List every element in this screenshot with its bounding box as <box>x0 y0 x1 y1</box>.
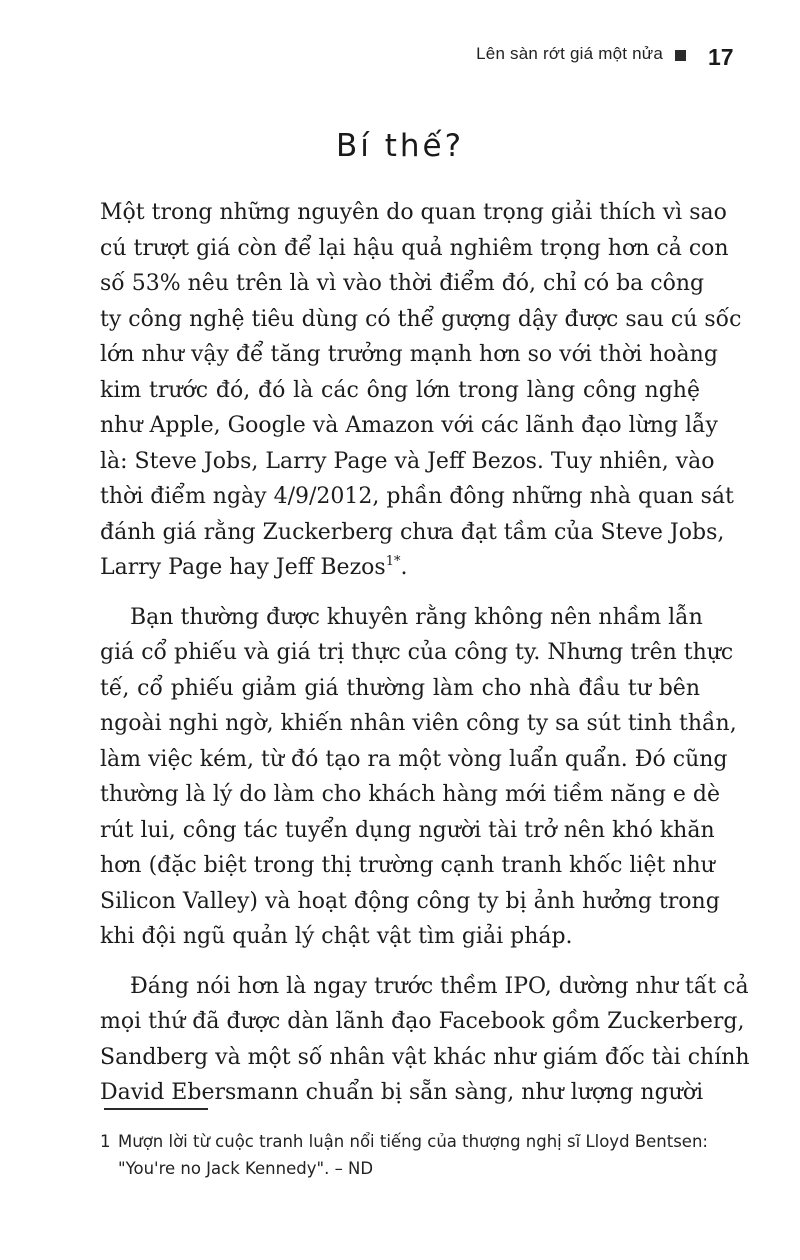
footnote-line: "You're no Jack Kennedy". – ND <box>118 1159 374 1178</box>
text-line: tế, cổ phiếu giảm giá thường làm cho nhà đầu tư bên <box>100 675 700 701</box>
text-line-content: Larry Page hay Jeff Bezos <box>100 555 386 580</box>
text-line: ngoài nghi ngờ, khiến nhân viên công ty sa sút tinh thần, <box>100 711 737 736</box>
text-line: Silicon Valley) và hoạt động công ty bị ảnh hưởng trong <box>100 888 720 914</box>
text-line: đánh giá rằng Zuckerberg chưa đạt tầm của Steve Jobs, <box>100 519 725 545</box>
paragraph-1 <box>100 195 742 586</box>
text-line: hơn (đặc biệt trong thị trường cạnh tranh khốc liệt như <box>100 853 715 878</box>
text-line: như Apple, Google và Amazon với các lãnh đạo lừng lẫy <box>100 413 718 438</box>
running-header <box>476 44 696 64</box>
text-line: khi đội ngũ quản lý chật vật tìm giải pháp. <box>100 924 573 949</box>
text-line: Đáng nói hơn là ngay trước thềm IPO, dường như tất cả <box>130 973 749 999</box>
footnote-divider <box>104 1108 208 1110</box>
page-number: 17 <box>708 44 734 70</box>
text-line: rút lui, công tác tuyển dụng người tài trở nên khó khăn <box>100 817 715 843</box>
running-title: Lên sàn rớt giá một nửa <box>476 44 663 63</box>
square-bullet-icon <box>675 50 686 61</box>
text-line: là: Steve Jobs, Larry Page và Jeff Bezos. Tuy nhiên, vào <box>100 448 715 474</box>
section-heading: Bí thế? <box>335 128 465 164</box>
paragraph-3 <box>100 969 750 1111</box>
text-line: kim trước đó, đó là các ông lớn trong làng công nghệ <box>100 377 700 403</box>
text-line: lớn như vậy để tăng trưởng mạnh hơn so với thời hoàng <box>100 342 718 367</box>
footnote-line <box>100 1128 710 1155</box>
body-text <box>100 195 750 1111</box>
text-line: cú trượt giá còn để lại hậu quả nghiêm trọng hơn cả con <box>100 235 729 261</box>
text-line: David Ebersmann chuẩn bị sẵn sàng, như lượng người <box>100 1080 704 1105</box>
text-line-last: Larry Page hay Jeff Bezos$^{1*}$. <box>100 554 408 580</box>
text-line: giá cổ phiếu và giá trị thực của công ty. Nhưng trên thực <box>100 640 734 665</box>
footnote-marker: 1 <box>100 1132 111 1151</box>
text-line: mọi thứ đã được dàn lãnh đạo Facebook gồm Zuckerberg, <box>100 1009 745 1034</box>
text-line: số 53% nêu trên là vì vào thời điểm đó, chỉ có ba công <box>100 271 705 296</box>
footnote-text: Mượn lời từ cuộc tranh luận nổi tiếng của thượng nghị sĩ Lloyd Bentsen: <box>118 1132 708 1151</box>
text-line: Bạn thường được khuyên rằng không nên nhầm lẫn <box>130 604 703 630</box>
footnote <box>100 1128 710 1182</box>
text-line: làm việc kém, từ đó tạo ra một vòng luẩn quẩn. Đó cũng <box>100 746 728 772</box>
text-line: ty công nghệ tiêu dùng có thể gượng dậy được sau cú sốc <box>100 306 742 332</box>
text-line: thời điểm ngày 4/9/2012, phần đông những nhà quan sát <box>100 484 734 509</box>
footnote-reference[interactable]: 1* <box>385 554 401 569</box>
text-line: thường là lý do làm cho khách hàng mới tiềm năng e dè <box>100 782 721 807</box>
paragraph-2 <box>100 600 737 955</box>
text-line: Sandberg và một số nhân vật khác như giám đốc tài chính <box>100 1044 750 1070</box>
text-line: Một trong những nguyên do quan trọng giải thích vì sao <box>100 200 727 225</box>
